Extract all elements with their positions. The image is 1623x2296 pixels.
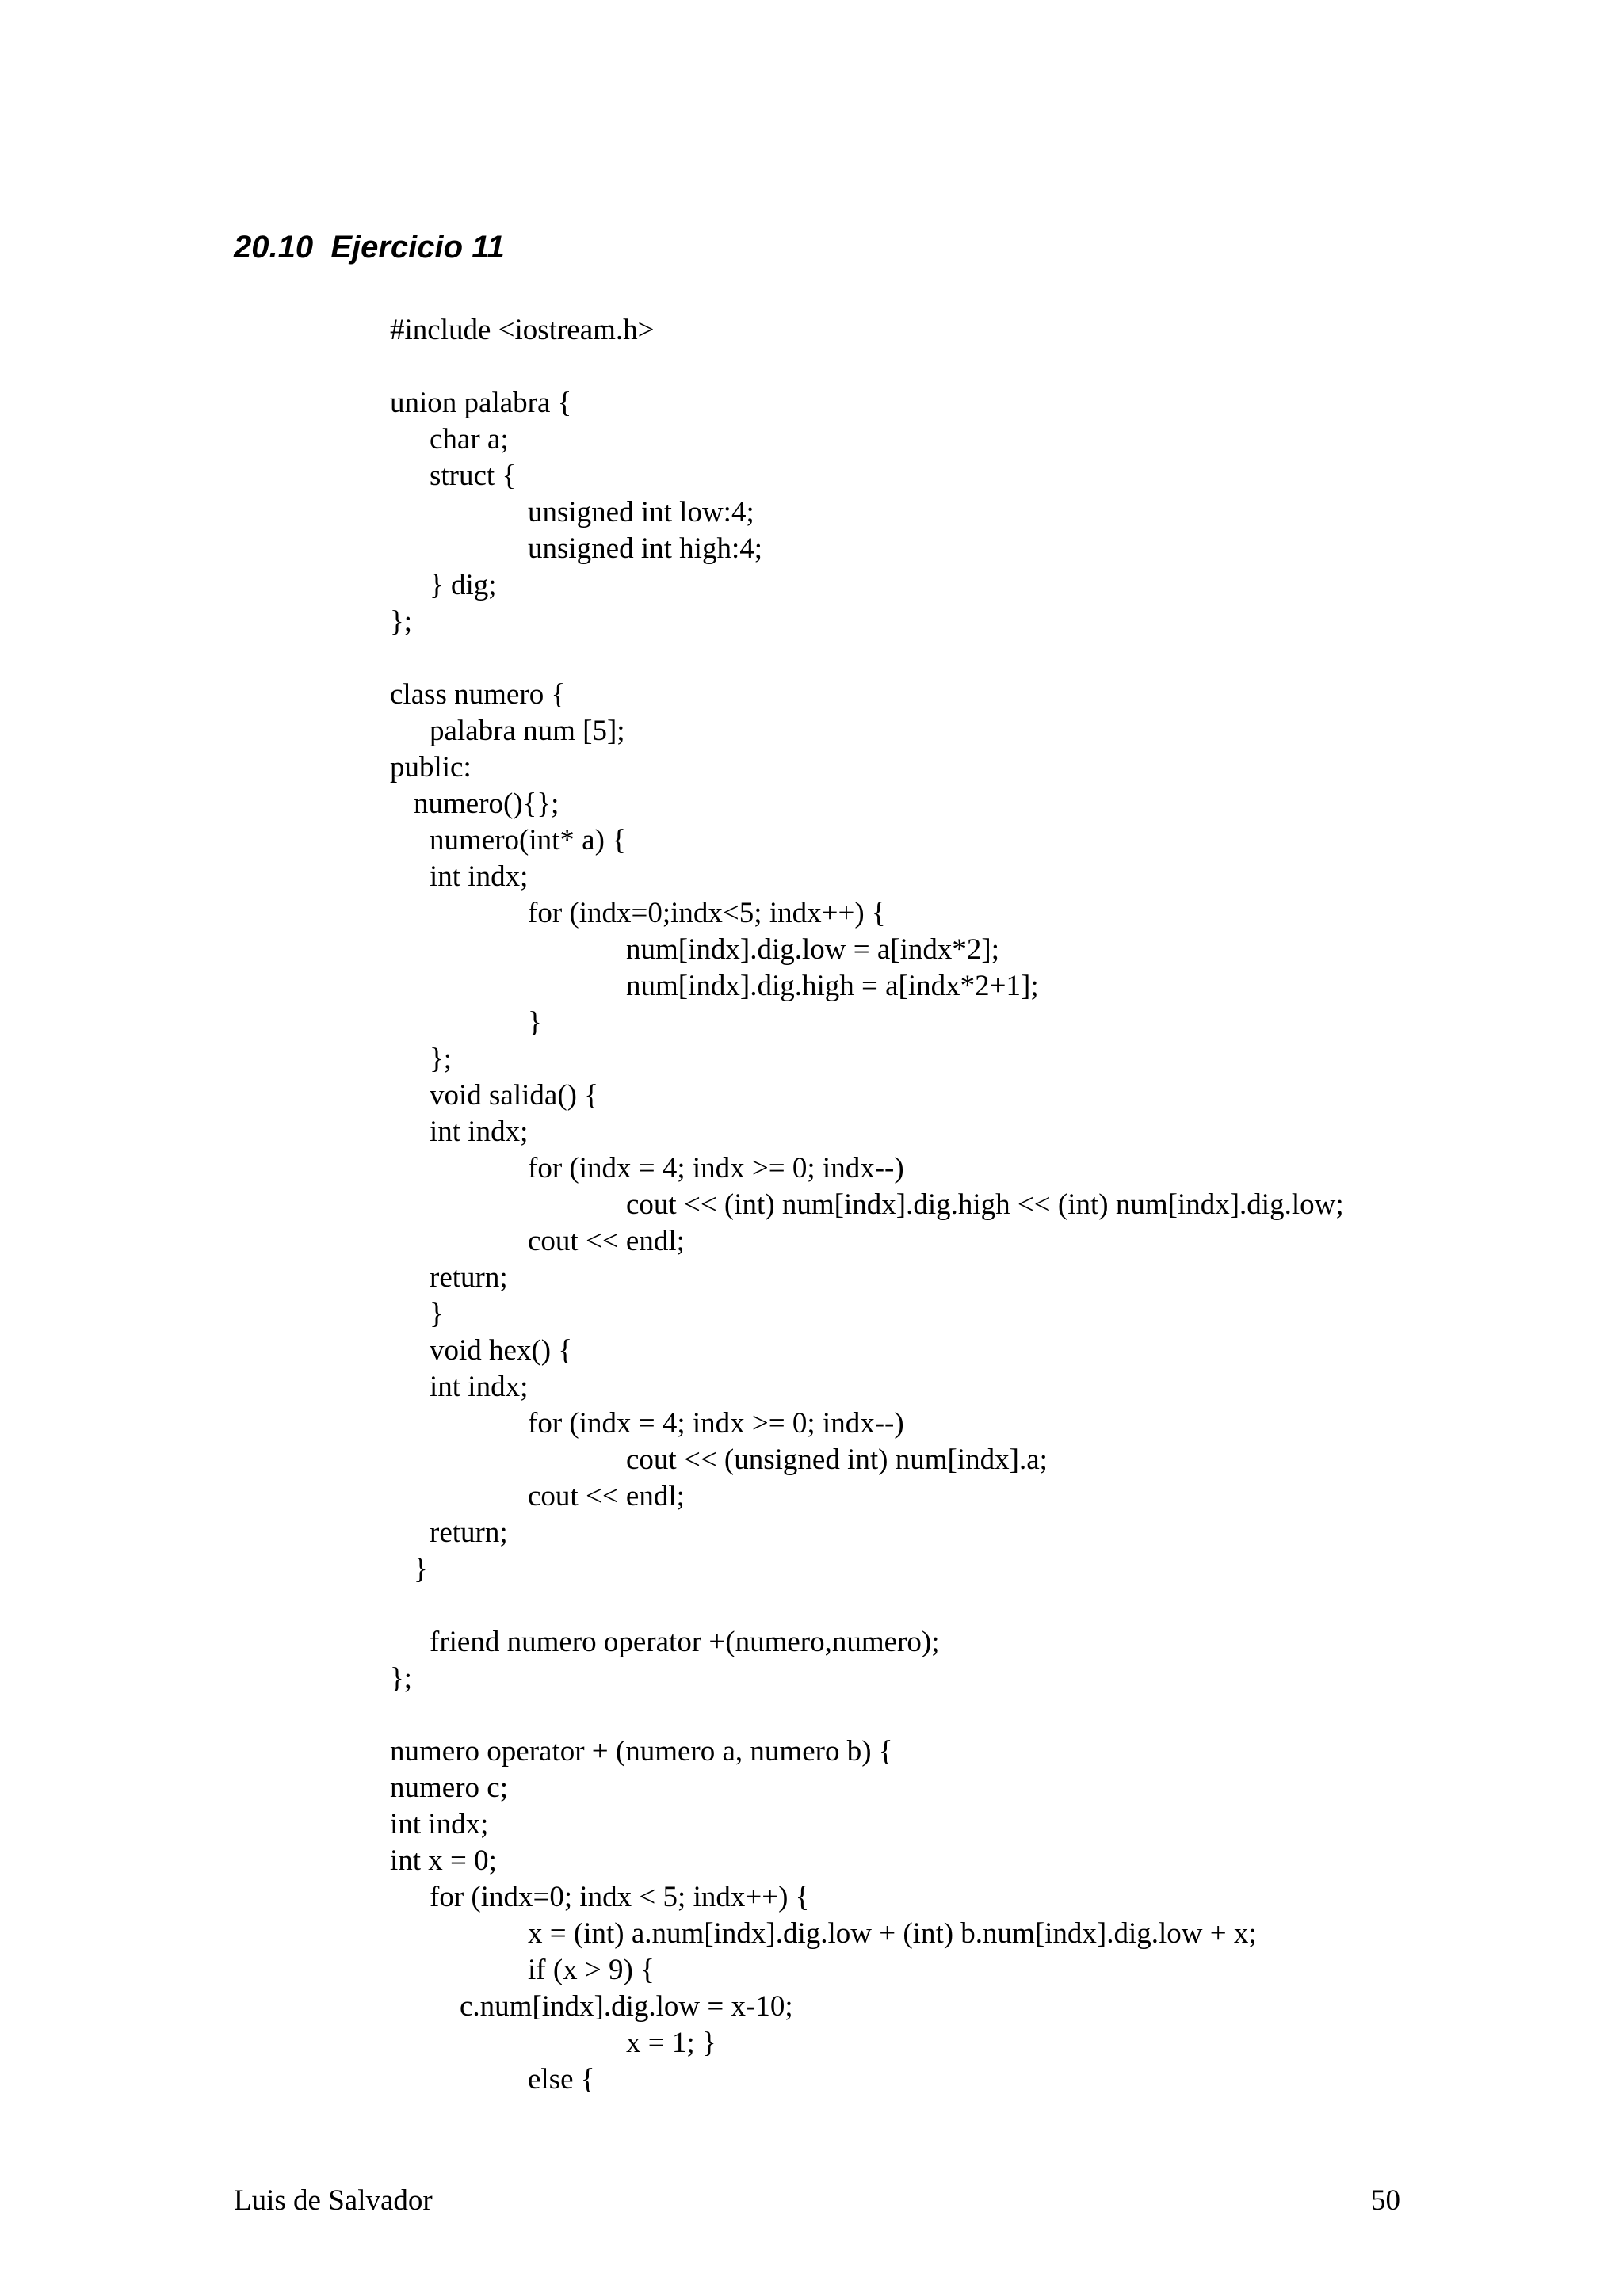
code-line: else { [528, 2063, 595, 2096]
code-line: friend numero operator +(numero,numero); [430, 1626, 940, 1658]
code-line: cout << (unsigned int) num[indx].a; [626, 1444, 1048, 1476]
code-line: struct { [430, 460, 517, 492]
code-line: c.num[indx].dig.low = x-10; [460, 1990, 793, 2023]
code-line: char a; [430, 423, 509, 456]
code-line: }; [430, 1043, 453, 1075]
code-line: for (indx = 4; indx >= 0; indx--) [528, 1152, 904, 1184]
code-line: int indx; [430, 1116, 529, 1148]
code-line: numero(){}; [414, 788, 559, 820]
code-line: int x = 0; [390, 1844, 497, 1877]
code-line: return; [430, 1261, 508, 1294]
code-line: x = 1; } [626, 2027, 716, 2059]
code-line: }; [390, 1662, 413, 1695]
code-line: x = (int) a.num[indx].dig.low + (int) b.num[indx].dig.low + x; [528, 1917, 1257, 1950]
page-number: 50 [1371, 2184, 1400, 2217]
code-line: palabra num [5]; [430, 715, 625, 747]
code-line: num[indx].dig.low = a[indx*2]; [626, 933, 999, 966]
code-line: } dig; [430, 569, 497, 601]
code-line: unsigned int high:4; [528, 532, 762, 565]
code-line: }; [390, 605, 413, 638]
code-line: for (indx=0;indx<5; indx++) { [528, 897, 886, 929]
code-line: } [430, 1298, 444, 1330]
footer-author: Luis de Salvador [234, 2184, 433, 2217]
code-line: cout << (int) num[indx].dig.high << (int) num[indx].dig.low; [626, 1188, 1344, 1221]
code-line: unsigned int low:4; [528, 496, 754, 528]
code-line: int indx; [390, 1808, 489, 1840]
code-line: return; [430, 1516, 508, 1549]
code-line: if (x > 9) { [528, 1954, 655, 1986]
code-line: numero c; [390, 1772, 508, 1804]
code-line: numero(int* a) { [430, 824, 626, 856]
code-line: int indx; [430, 1371, 529, 1403]
code-line: for (indx = 4; indx >= 0; indx--) [528, 1407, 904, 1440]
code-line: #include <iostream.h> [390, 314, 655, 346]
code-line: } [414, 1553, 428, 1585]
code-line: } [528, 1006, 542, 1039]
section-title: 20.10 Ejercicio 11 [234, 230, 505, 265]
code-line: void salida() { [430, 1079, 598, 1112]
code-line: for (indx=0; indx < 5; indx++) { [430, 1881, 810, 1913]
code-line: public: [390, 751, 472, 784]
code-line: void hex() { [430, 1334, 573, 1367]
code-line: cout << endl; [528, 1225, 685, 1257]
code-line: num[indx].dig.high = a[indx*2+1]; [626, 970, 1039, 1002]
code-line: class numero { [390, 678, 566, 711]
code-line: cout << endl; [528, 1480, 685, 1512]
code-line: numero operator + (numero a, numero b) { [390, 1735, 893, 1768]
code-line: union palabra { [390, 387, 572, 419]
code-line: int indx; [430, 860, 529, 893]
